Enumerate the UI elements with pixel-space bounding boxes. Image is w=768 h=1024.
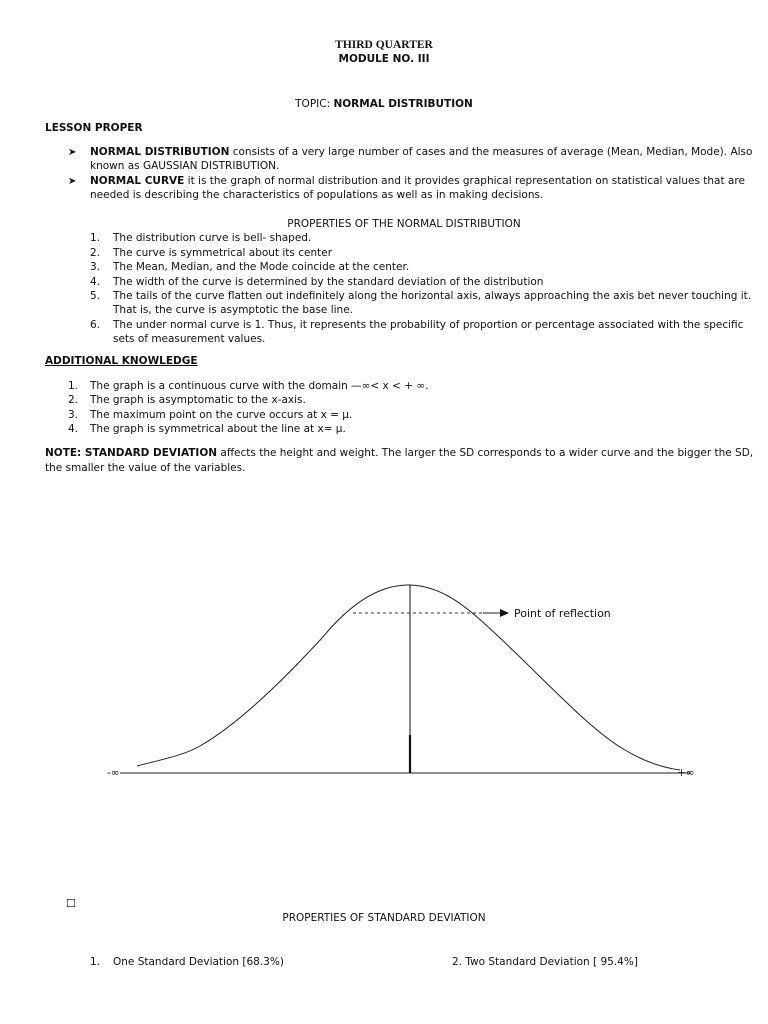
bullet-normal-curve <box>68 174 745 189</box>
bullet-term: NORMAL DISTRIBUTION <box>90 146 230 158</box>
bullet-normal-distribution <box>68 145 752 160</box>
property-item: 3. The Mean, Median, and the Mode coincide at the center. <box>90 261 410 273</box>
arrow-bullet-icon: ➤ <box>68 147 77 158</box>
additional-title: ADDITIONAL KNOWLEDGE <box>45 355 198 367</box>
arrow-head-icon <box>500 609 509 617</box>
additional-item: 4. The graph is symmetrical about the line at x= μ. <box>68 423 346 435</box>
additional-item: 2. The graph is asymptomatic to the x-axis. <box>68 394 306 406</box>
topic-prefix: TOPIC: <box>295 98 334 110</box>
properties-title: PROPERTIES OF THE NORMAL DISTRIBUTION <box>287 218 521 230</box>
topic-name: NORMAL DISTRIBUTION <box>333 98 473 110</box>
property-continuation: sets of measurement values. <box>113 333 266 345</box>
note-line <box>45 446 753 461</box>
additional-item: 3. The maximum point on the curve occurs at x = μ. <box>68 409 353 421</box>
property-item: 1. The distribution curve is bell- shaped. <box>90 232 312 244</box>
note-text: affects the height and weight. The larger the SD corresponds to a wider curve and the bigger the SD, <box>217 447 754 459</box>
bullet-continuation: needed is describing the characteristics of populations as well as in making decisions. <box>90 189 544 201</box>
sd-item-one: 1. One Standard Deviation [68.3%) <box>90 956 284 968</box>
property-continuation: That is, the curve is asymptotic the base line. <box>113 304 353 316</box>
bullet-text: consists of a very large number of cases and the measures of average (Mean, Median, Mode). Also <box>229 146 753 158</box>
quarter-title: THIRD QUARTER <box>335 39 433 51</box>
checkbox-glyph-icon: ☐ <box>66 897 76 910</box>
note-continuation: the smaller the value of the variables. <box>45 462 246 474</box>
neg-infinity-label: -∞ <box>107 767 120 779</box>
sd-title: PROPERTIES OF STANDARD DEVIATION <box>282 912 486 924</box>
sd-item-two: 2. Two Standard Deviation [ 95.4%] <box>452 956 638 968</box>
arrow-bullet-icon: ➤ <box>68 176 77 187</box>
normal-curve-figure <box>0 560 768 800</box>
additional-item: 1. The graph is a continuous curve with the domain —∞< x < + ∞. <box>68 380 429 392</box>
inflection-label: Point of reflection <box>514 607 611 620</box>
property-item: 4. The width of the curve is determined by the standard deviation of the distribution <box>90 276 544 288</box>
property-item: 5. The tails of the curve flatten out indefinitely along the horizontal axis, always approaching the axis bet never touching it. <box>90 290 752 302</box>
module-title: MODULE NO. III <box>338 53 430 65</box>
bullet-term: NORMAL CURVE <box>90 175 185 187</box>
note-label: NOTE: STANDARD DEVIATION <box>45 447 218 459</box>
property-item: 6. The under normal curve is 1. Thus, it represents the probability of proportion or percentage associated with the specific <box>90 319 744 331</box>
lesson-heading: LESSON PROPER <box>45 122 143 134</box>
bullet-continuation: known as GAUSSIAN DISTRIBUTION. <box>90 160 280 172</box>
topic-line <box>0 97 768 112</box>
property-item: 2. The curve is symmetrical about its center <box>90 247 333 259</box>
pos-infinity-label: +∞ <box>677 767 695 779</box>
bullet-text: it is the graph of normal distribution and it provides graphical representation on statistical values that are <box>184 175 745 187</box>
